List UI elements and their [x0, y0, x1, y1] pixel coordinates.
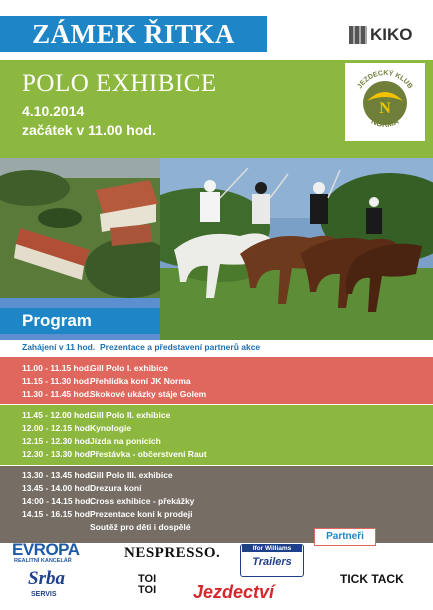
- program-text: Prezentace koní k prodeji: [90, 509, 193, 519]
- program-text: Přestávka - občerstvení Raut: [90, 449, 207, 459]
- program-time: 11.15 - 11.30 hod.: [22, 376, 92, 386]
- program-row: [22, 342, 260, 352]
- program-block-opening: [0, 340, 433, 354]
- program-label: Program: [0, 308, 160, 334]
- ifor-williams-logo-bottom: Trailers: [252, 556, 292, 568]
- program-time: 11.00 - 11.15 hod.: [22, 363, 92, 373]
- program-row: [22, 522, 191, 532]
- page-title: ZÁMEK ŘITKA: [0, 16, 267, 52]
- program-text: Gill Polo I. exhibice: [90, 363, 168, 373]
- program-time: 12.15 - 12.30 hod.: [22, 436, 93, 446]
- srba-servis-logo-sub: SERVIS: [31, 591, 57, 598]
- program-row: [22, 470, 173, 480]
- program-time: 11.45 - 12.00 hod.: [22, 410, 92, 420]
- program-block-2: [0, 405, 433, 465]
- polo-players-photo: [160, 158, 433, 340]
- program-text: Prezentace a představení partnerů akce: [100, 342, 261, 352]
- kiko-logo-text: KIKO: [370, 25, 413, 44]
- club-logo-top: JEZDECKÝ KLUB: [356, 69, 414, 91]
- program-text: Skokové ukázky stáje Golem: [90, 389, 207, 399]
- program-time: 13.45 - 14.00 hod.: [22, 483, 93, 493]
- club-logo-icon: [345, 63, 425, 141]
- program-row: [22, 449, 207, 459]
- program-time: Zahájení v 11 hod.: [22, 342, 96, 352]
- toitoi-logo-top: TOI: [138, 573, 157, 585]
- srba-servis-logo: Srba: [28, 568, 65, 589]
- program-text: Soutěž pro děti i dospělé: [90, 522, 191, 532]
- ifor-williams-logo-top: Ifor Williams: [242, 545, 302, 552]
- kiko-icon: [349, 26, 367, 44]
- event-start: začátek v 11.00 hod.: [22, 122, 156, 138]
- club-logo-letter: N: [379, 100, 391, 117]
- program-row: [22, 389, 206, 399]
- program-row: [22, 509, 193, 519]
- club-logo: [345, 63, 425, 141]
- program-time: 12.00 - 12.15 hod.: [22, 423, 93, 433]
- evropa-logo-sub: REALITNÍ KANCELÁŘ: [14, 558, 72, 564]
- program-block-1: [0, 357, 433, 404]
- event-date: 4.10.2014: [22, 103, 85, 119]
- program-row: [22, 496, 194, 506]
- program-row: [22, 423, 131, 433]
- program-time: 13.30 - 13.45 hod.: [22, 470, 93, 480]
- castle-aerial-photo: [0, 158, 160, 298]
- program-text: Gill Polo II. exhibice: [90, 410, 171, 420]
- program-row: [22, 410, 170, 420]
- program-text: Přehlídka koní JK Norma: [90, 376, 191, 386]
- ticktack-logo: TICK TACK: [340, 572, 404, 586]
- program-time: 11.30 - 11.45 hod.: [22, 389, 92, 399]
- program-row: [22, 363, 168, 373]
- nespresso-logo: NESPRESSO.: [124, 545, 221, 561]
- toitoi-logo-bottom: TOI: [138, 584, 157, 596]
- toitoi-logo: [138, 574, 156, 596]
- program-text: Kynologie: [90, 423, 132, 433]
- program-row: [22, 376, 191, 386]
- program-time: 12.30 - 13.30 hod.: [22, 449, 93, 459]
- program-text: Drezura koní: [90, 483, 142, 493]
- partners-label: Partneři: [314, 528, 376, 546]
- kiko-logo: [349, 22, 423, 48]
- program-text: Cross exhibice - překážky: [90, 496, 195, 506]
- evropa-logo: EVROPA: [12, 540, 80, 559]
- jezdectvi-logo: Jezdectví: [193, 582, 275, 602]
- program-time: 14.15 - 16.15 hod.: [22, 509, 93, 519]
- program-time: 14:00 - 14.15 hod.: [22, 496, 93, 506]
- event-title: POLO EXHIBICE: [22, 70, 217, 97]
- program-text: Gill Polo III. exhibice: [90, 470, 173, 480]
- program-row: [22, 436, 161, 446]
- club-logo-bottom: NORMA: [369, 116, 401, 130]
- program-text: Jízda na ponících: [90, 436, 161, 446]
- program-row: [22, 483, 142, 493]
